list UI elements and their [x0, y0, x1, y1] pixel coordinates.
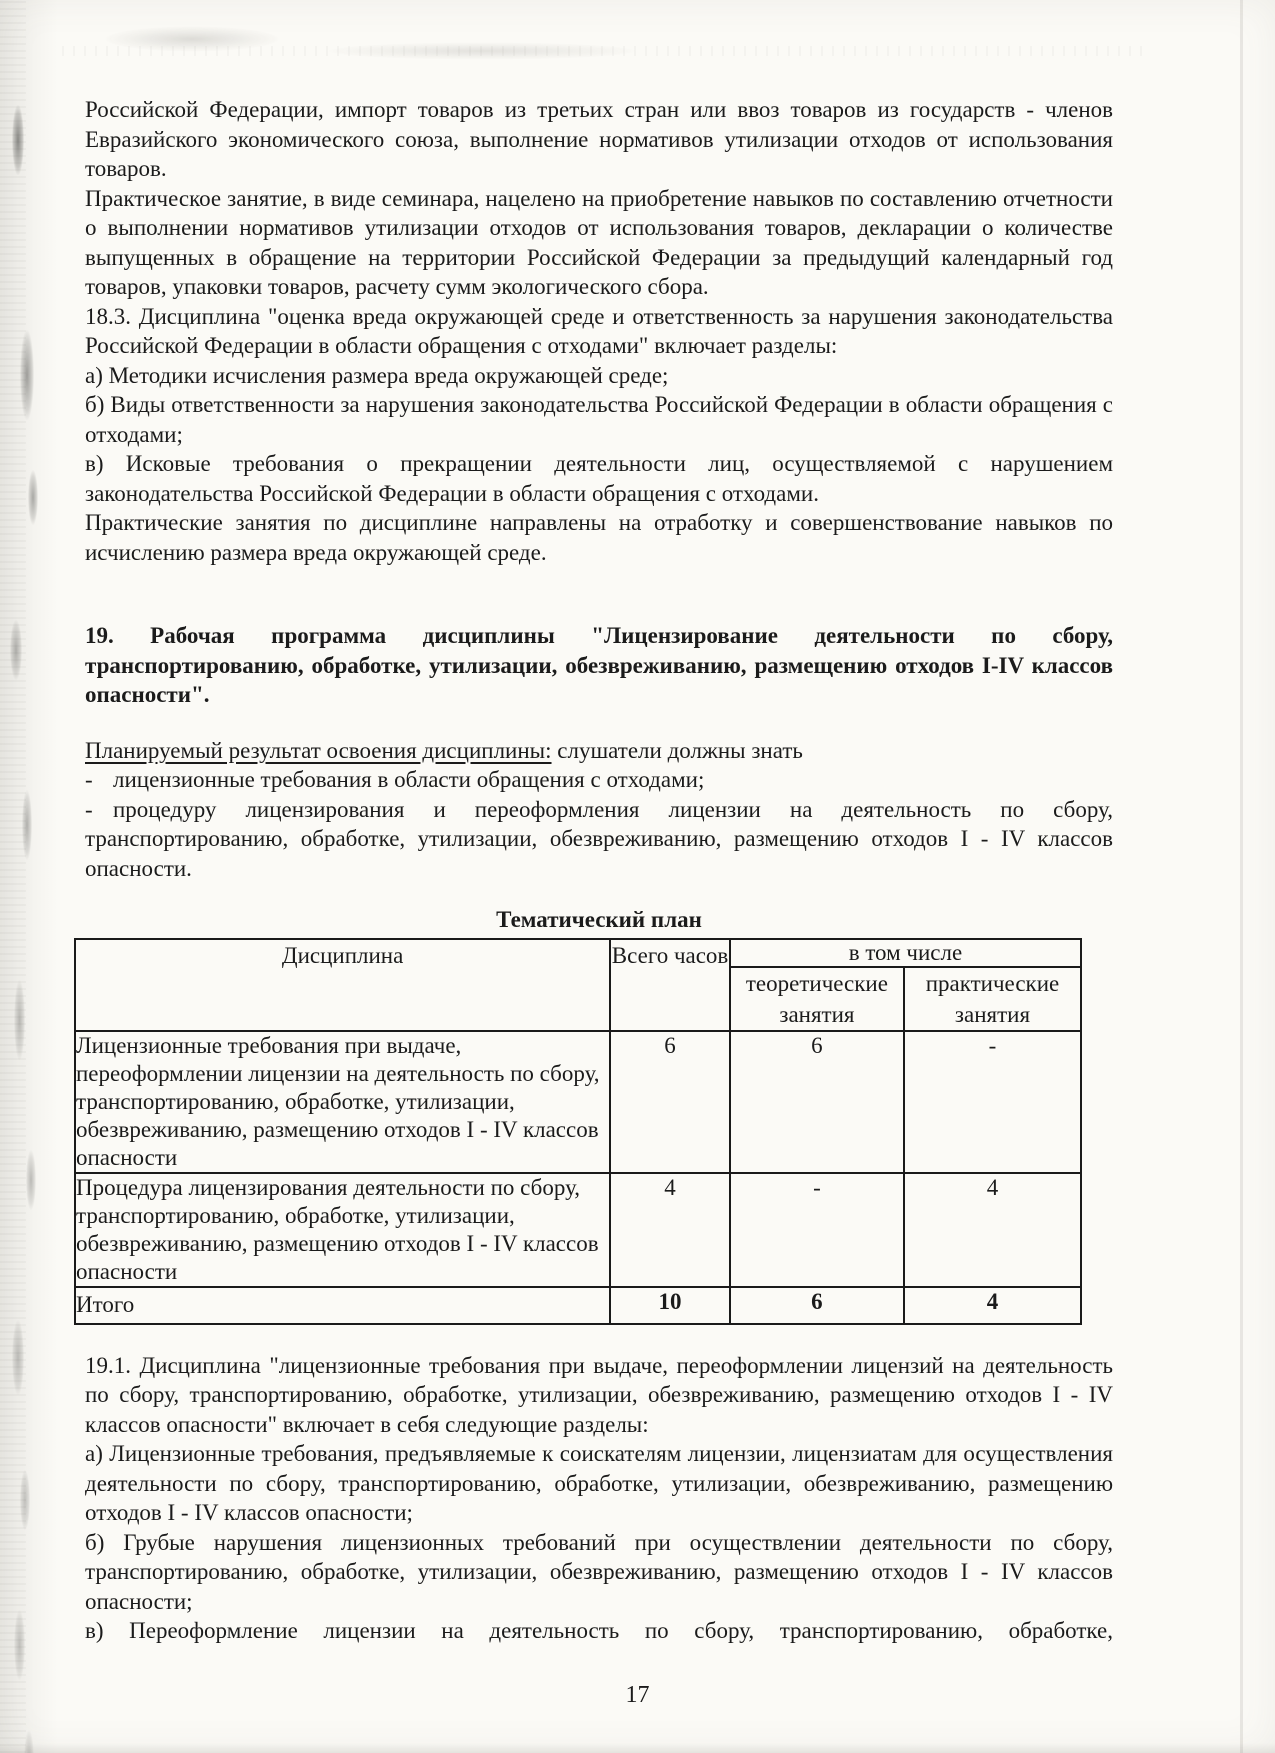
bullet-text: процедуру лицензирования и переоформления лицензии на деятельность по сбору, транспортированию, обработке, утилизации, обезвреживанию, размещению отходов I - IV классов опасности.: [85, 796, 1113, 881]
bullet-license-procedure: [85, 795, 1113, 884]
planned-result-line: [85, 736, 1113, 766]
column-header-discipline: Дисциплина: [75, 939, 610, 1031]
scan-artifact-bottom-edge: [0, 1743, 1275, 1753]
document-body: [76, 0, 1113, 1646]
column-header-including: в том числе: [730, 939, 1081, 967]
table-row: [75, 1173, 1081, 1287]
paragraph-practical-seminar: Практическое занятие, в виде семинара, нацелено на приобретение навыков по составлению отчетности о выполнении нормативов утилизации отходов от использования товаров, декларации о количестве выпущенных в обращение на территории Российской Федерации за предыдущий календарный год товаров, упаковки товаров, расчету сумм экологического сбора.: [85, 185, 1113, 299]
cell-total-hours: 6: [610, 1031, 730, 1173]
column-header-theoretical: теоретические занятия: [730, 967, 904, 1031]
dash-marker: -: [85, 767, 93, 792]
list-item-v-reissue: в) Переоформление лицензии на деятельность по сбору, транспортированию, обработке,: [85, 1618, 1113, 1643]
cell-theoretical: -: [730, 1173, 904, 1287]
planned-result-rest: слушатели должны знать: [551, 737, 803, 763]
table-title: Тематический план: [496, 907, 702, 932]
section-19-heading: 19. Рабочая программа дисциплины "Лицензирование деятельности по сбору, транспортированию, обработке, утилизации, обезвреживанию, размещению отходов I-IV классов опасности".: [85, 623, 1113, 707]
thematic-plan-section: [76, 905, 1113, 1325]
bullet-text: лицензионные требования в области обращения с отходами;: [113, 767, 705, 792]
page-number: 17: [625, 1682, 650, 1708]
table-row: [75, 1031, 1081, 1173]
cell-practical: 4: [904, 1287, 1081, 1324]
list-item-a-license-requirements: а) Лицензионные требования, предъявляемые к соискателям лицензии, лицензиатам для осуществления деятельности по сбору, транспортированию, обработке, утилизации, обезвреживанию, размещению отходов I - IV классов опасности;: [85, 1441, 1113, 1525]
scan-artifact-left-edge: [0, 0, 58, 1753]
bullet-license-requirements: [85, 765, 1113, 795]
cell-practical: -: [904, 1031, 1081, 1173]
cell-practical: 4: [904, 1173, 1081, 1287]
planned-result-label: Планируемый результат освоения дисциплины:: [85, 737, 552, 763]
paragraph-19-1-discipline: 19.1. Дисциплина "лицензионные требования при выдаче, переоформлении лицензий на деятельность по сбору, транспортированию, обработке, утилизации, обезвреживанию, размещению отходов I - IV классов опасности" включает в себя следующие разделы:: [85, 1352, 1113, 1437]
list-item-b-responsibility: б) Виды ответственности за нарушения законодательства Российской Федерации в области обращения с отходами;: [85, 392, 1113, 447]
cell-theoretical: 6: [730, 1287, 904, 1324]
cell-discipline: Лицензионные требования при выдаче, переоформлении лицензии на деятельность по сбору, транспортированию, обработке, утилизации, обезвреживанию, размещению отходов I - IV классов опасности: [75, 1031, 610, 1173]
column-header-total-hours: Всего часов: [610, 939, 730, 1031]
cell-theoretical: 6: [730, 1031, 904, 1173]
list-item-v-claims: в) Исковые требования о прекращении деятельности лиц, осуществляемой с нарушением законодательства Российской Федерации в области обращения с отходами.: [85, 451, 1113, 506]
section-gap: [85, 567, 1113, 621]
paragraph-practical-classes: Практические занятия по дисциплине направлены на отработку и совершенствование навыков по исчислению размера вреда окружающей среде.: [85, 510, 1113, 565]
list-item-a-methods: а) Методики исчисления размера вреда окружающей среде;: [85, 362, 669, 388]
paragraph-18-3-discipline: 18.3. Дисциплина "оценка вреда окружающей среде и ответственность за нарушения законодательства Российской Федерации в области обращения с отходами" включает разделы:: [85, 303, 1113, 358]
table-total-row: [75, 1287, 1081, 1324]
list-item-b-gross-violations: б) Грубые нарушения лицензионных требований при осуществлении деятельности по сбору, транспортированию, обработке, утилизации, обезвреживанию, размещению отходов I - IV классов опасности;: [85, 1529, 1113, 1614]
cell-total-hours: 10: [610, 1287, 730, 1324]
thematic-plan-table: [74, 938, 1082, 1325]
table-header-row-1: [75, 939, 1081, 967]
paragraph-eurasian-import: Российской Федерации, импорт товаров из третьих стран или ввоз товаров из государств - членов Евразийского экономического союза, выполнение нормативов утилизации отходов от использования товаров.: [85, 97, 1113, 181]
scan-artifact-right-streak: [1240, 0, 1243, 1753]
column-header-practical: практические занятия: [904, 967, 1081, 1031]
cell-discipline: Процедура лицензирования деятельности по сбору, транспортированию, обработке, утилизации, обезвреживанию, размещению отходов I - IV классов опасности: [75, 1173, 610, 1287]
cell-total-hours: 4: [610, 1173, 730, 1287]
cell-total-label: Итого: [75, 1287, 610, 1324]
dash-marker: -: [85, 796, 93, 822]
